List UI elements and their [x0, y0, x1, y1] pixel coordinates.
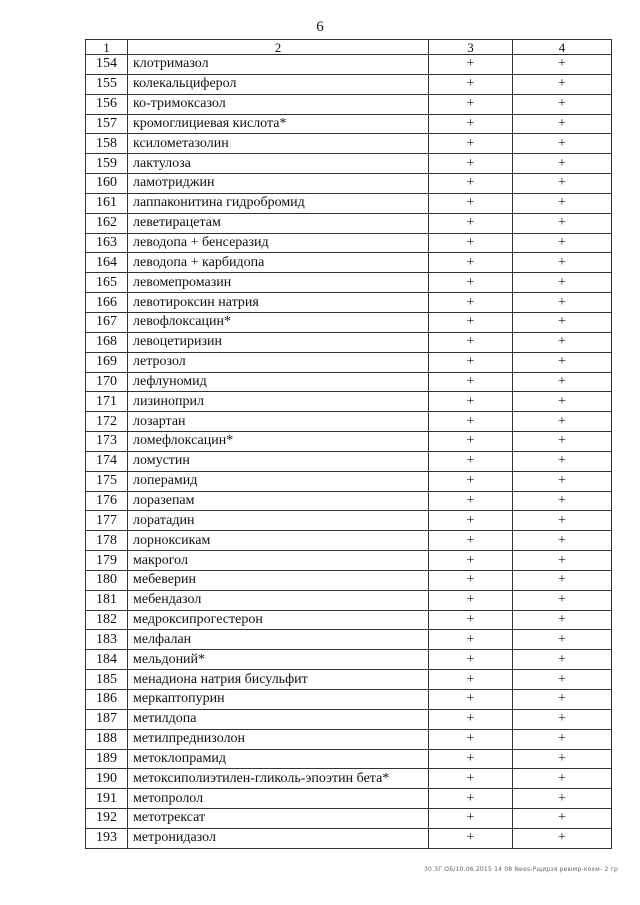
row-number: 192: [86, 809, 128, 829]
column-4-mark: +: [513, 332, 612, 352]
column-4-mark: +: [513, 293, 612, 313]
drug-name: меркаптопурин: [128, 690, 429, 710]
drug-name: ксилометазолин: [128, 134, 429, 154]
table-row: [86, 154, 612, 174]
table-row: [86, 253, 612, 273]
column-3-mark: +: [429, 273, 513, 293]
table-row: [86, 511, 612, 531]
column-3-mark: +: [429, 471, 513, 491]
column-3-mark: +: [429, 551, 513, 571]
table-row: [86, 451, 612, 471]
drug-name: левоцетиризин: [128, 332, 429, 352]
drug-name: лоратадин: [128, 511, 429, 531]
column-3-mark: +: [429, 114, 513, 134]
column-4-mark: +: [513, 114, 612, 134]
table-row: [86, 590, 612, 610]
drug-name: метотрексат: [128, 809, 429, 829]
row-number: 185: [86, 670, 128, 690]
column-4-mark: +: [513, 729, 612, 749]
column-3-mark: +: [429, 293, 513, 313]
drug-name: кромоглициевая кислота*: [128, 114, 429, 134]
column-4-mark: +: [513, 551, 612, 571]
column-4-mark: +: [513, 828, 612, 848]
table-header-row: [86, 40, 612, 55]
row-number: 165: [86, 273, 128, 293]
column-3-mark: +: [429, 709, 513, 729]
drug-name: метоксиполиэтилен-гликоль-эпоэтин бета*: [128, 769, 429, 789]
column-3-mark: +: [429, 372, 513, 392]
table-row: [86, 74, 612, 94]
drug-name: метилдопа: [128, 709, 429, 729]
column-3-mark: +: [429, 789, 513, 809]
drug-name: лефлуномид: [128, 372, 429, 392]
column-3-mark: +: [429, 690, 513, 710]
table-row: [86, 729, 612, 749]
column-3-mark: +: [429, 451, 513, 471]
column-3-mark: +: [429, 511, 513, 531]
row-number: 154: [86, 55, 128, 75]
table-row: [86, 709, 612, 729]
table-row: [86, 432, 612, 452]
column-4-mark: +: [513, 451, 612, 471]
column-4-mark: +: [513, 630, 612, 650]
table-row: [86, 491, 612, 511]
drug-name: левомепромазин: [128, 273, 429, 293]
row-number: 181: [86, 590, 128, 610]
row-number: 160: [86, 174, 128, 194]
column-4-mark: +: [513, 352, 612, 372]
row-number: 176: [86, 491, 128, 511]
row-number: 155: [86, 74, 128, 94]
drug-name: левофлоксацин*: [128, 312, 429, 332]
row-number: 157: [86, 114, 128, 134]
column-3-mark: +: [429, 253, 513, 273]
row-number: 180: [86, 570, 128, 590]
drug-name: лорноксикам: [128, 531, 429, 551]
column-3-mark: +: [429, 174, 513, 194]
drug-name: метоклопрамид: [128, 749, 429, 769]
table-row: [86, 650, 612, 670]
column-3-mark: +: [429, 74, 513, 94]
column-4-mark: +: [513, 372, 612, 392]
row-number: 156: [86, 94, 128, 114]
drug-name: леветирацетам: [128, 213, 429, 233]
column-3-mark: +: [429, 670, 513, 690]
drug-name: лаппаконитина гидробромид: [128, 193, 429, 213]
column-3-mark: +: [429, 233, 513, 253]
table-row: [86, 332, 612, 352]
drug-name: менадиона натрия бисульфит: [128, 670, 429, 690]
column-3-mark: +: [429, 432, 513, 452]
drug-name: метронидазол: [128, 828, 429, 848]
table-row: [86, 570, 612, 590]
row-number: 186: [86, 690, 128, 710]
row-number: 163: [86, 233, 128, 253]
drug-name: мебендазол: [128, 590, 429, 610]
table-row: [86, 312, 612, 332]
table-row: [86, 749, 612, 769]
row-number: 169: [86, 352, 128, 372]
table-row: [86, 769, 612, 789]
row-number: 191: [86, 789, 128, 809]
table-row: [86, 789, 612, 809]
table-row: [86, 392, 612, 412]
column-3-mark: +: [429, 769, 513, 789]
table-row: [86, 531, 612, 551]
row-number: 189: [86, 749, 128, 769]
column-4-mark: +: [513, 412, 612, 432]
table-row: [86, 372, 612, 392]
table-row: [86, 193, 612, 213]
column-4-mark: +: [513, 670, 612, 690]
page-number: 6: [316, 19, 324, 35]
row-number: 177: [86, 511, 128, 531]
row-number: 184: [86, 650, 128, 670]
row-number: 175: [86, 471, 128, 491]
table-row: [86, 610, 612, 630]
drug-name: леводопа + карбидопа: [128, 253, 429, 273]
column-4-mark: +: [513, 193, 612, 213]
column-3-mark: +: [429, 570, 513, 590]
column-4-mark: +: [513, 570, 612, 590]
column-4-mark: +: [513, 213, 612, 233]
column-3-mark: +: [429, 193, 513, 213]
row-number: 162: [86, 213, 128, 233]
row-number: 161: [86, 193, 128, 213]
column-3-mark: +: [429, 729, 513, 749]
column-3-mark: +: [429, 491, 513, 511]
column-4-mark: +: [513, 531, 612, 551]
column-4-mark: +: [513, 511, 612, 531]
row-number: 166: [86, 293, 128, 313]
table-row: [86, 293, 612, 313]
drug-name: метопролол: [128, 789, 429, 809]
row-number: 173: [86, 432, 128, 452]
column-4-mark: +: [513, 809, 612, 829]
row-number: 182: [86, 610, 128, 630]
column-3-mark: +: [429, 352, 513, 372]
column-4-mark: +: [513, 709, 612, 729]
column-3-mark: +: [429, 749, 513, 769]
row-number: 164: [86, 253, 128, 273]
drug-name: клотримазол: [128, 55, 429, 75]
column-3-mark: +: [429, 154, 513, 174]
drug-name: лозартан: [128, 412, 429, 432]
drug-name: метилпреднизолон: [128, 729, 429, 749]
drug-name: ломефлоксацин*: [128, 432, 429, 452]
row-number: 158: [86, 134, 128, 154]
table-row: [86, 412, 612, 432]
column-3-mark: +: [429, 630, 513, 650]
column-4-mark: +: [513, 610, 612, 630]
drug-name: мебеверин: [128, 570, 429, 590]
table-row: [86, 471, 612, 491]
column-3-mark: +: [429, 55, 513, 75]
header-col-3: 3: [429, 40, 513, 55]
column-4-mark: +: [513, 174, 612, 194]
column-4-mark: +: [513, 273, 612, 293]
table-row: [86, 551, 612, 571]
row-number: 168: [86, 332, 128, 352]
column-3-mark: +: [429, 412, 513, 432]
column-4-mark: +: [513, 55, 612, 75]
column-3-mark: +: [429, 809, 513, 829]
column-3-mark: +: [429, 650, 513, 670]
column-4-mark: +: [513, 94, 612, 114]
table-body: [86, 40, 612, 849]
column-3-mark: +: [429, 94, 513, 114]
column-4-mark: +: [513, 253, 612, 273]
table-row: [86, 174, 612, 194]
column-4-mark: +: [513, 690, 612, 710]
row-number: 170: [86, 372, 128, 392]
row-number: 179: [86, 551, 128, 571]
drug-name: леводопа + бенсеразид: [128, 233, 429, 253]
table-row: [86, 273, 612, 293]
column-4-mark: +: [513, 471, 612, 491]
column-3-mark: +: [429, 531, 513, 551]
header-col-2: 2: [128, 40, 429, 55]
table-row: [86, 233, 612, 253]
column-4-mark: +: [513, 134, 612, 154]
drug-name: лактулоза: [128, 154, 429, 174]
row-number: 187: [86, 709, 128, 729]
column-4-mark: +: [513, 491, 612, 511]
header-col-4: 4: [513, 40, 612, 55]
drug-name: лизиноприл: [128, 392, 429, 412]
row-number: 183: [86, 630, 128, 650]
table-row: [86, 690, 612, 710]
column-3-mark: +: [429, 590, 513, 610]
column-4-mark: +: [513, 650, 612, 670]
drug-name: мелфалан: [128, 630, 429, 650]
drug-name: лоразепам: [128, 491, 429, 511]
row-number: 190: [86, 769, 128, 789]
column-4-mark: +: [513, 789, 612, 809]
table-row: [86, 55, 612, 75]
row-number: 167: [86, 312, 128, 332]
table-row: [86, 352, 612, 372]
column-4-mark: +: [513, 154, 612, 174]
table-row: [86, 134, 612, 154]
column-4-mark: +: [513, 749, 612, 769]
column-4-mark: +: [513, 233, 612, 253]
table-row: [86, 114, 612, 134]
drug-name: медроксипрогестерон: [128, 610, 429, 630]
column-3-mark: +: [429, 392, 513, 412]
drug-name: ломустин: [128, 451, 429, 471]
row-number: 172: [86, 412, 128, 432]
table-row: [86, 630, 612, 650]
column-3-mark: +: [429, 134, 513, 154]
row-number: 174: [86, 451, 128, 471]
drug-name: лоперамид: [128, 471, 429, 491]
row-number: 193: [86, 828, 128, 848]
table-row: [86, 670, 612, 690]
drug-name: макрогол: [128, 551, 429, 571]
row-number: 171: [86, 392, 128, 412]
drug-name: колекальциферол: [128, 74, 429, 94]
drug-table: [85, 39, 612, 849]
column-4-mark: +: [513, 74, 612, 94]
drug-name: летрозол: [128, 352, 429, 372]
drug-name: ко-тримоксазол: [128, 94, 429, 114]
table-row: [86, 809, 612, 829]
column-4-mark: +: [513, 769, 612, 789]
drug-name: ламотриджин: [128, 174, 429, 194]
column-3-mark: +: [429, 610, 513, 630]
column-4-mark: +: [513, 590, 612, 610]
column-3-mark: +: [429, 332, 513, 352]
column-4-mark: +: [513, 432, 612, 452]
header-col-1: 1: [86, 40, 128, 55]
column-4-mark: +: [513, 392, 612, 412]
table-row: [86, 213, 612, 233]
column-3-mark: +: [429, 213, 513, 233]
column-3-mark: +: [429, 828, 513, 848]
column-3-mark: +: [429, 312, 513, 332]
row-number: 188: [86, 729, 128, 749]
row-number: 178: [86, 531, 128, 551]
footer-stamp: 30 ЗГ ОБ/10.06.2015 14 08 Nees-Рщирзя реюмр-кохм- 2 гр: [424, 866, 618, 873]
drug-name: левотироксин натрия: [128, 293, 429, 313]
table-row: [86, 94, 612, 114]
table-row: [86, 828, 612, 848]
column-4-mark: +: [513, 312, 612, 332]
drug-name: мельдоний*: [128, 650, 429, 670]
row-number: 159: [86, 154, 128, 174]
